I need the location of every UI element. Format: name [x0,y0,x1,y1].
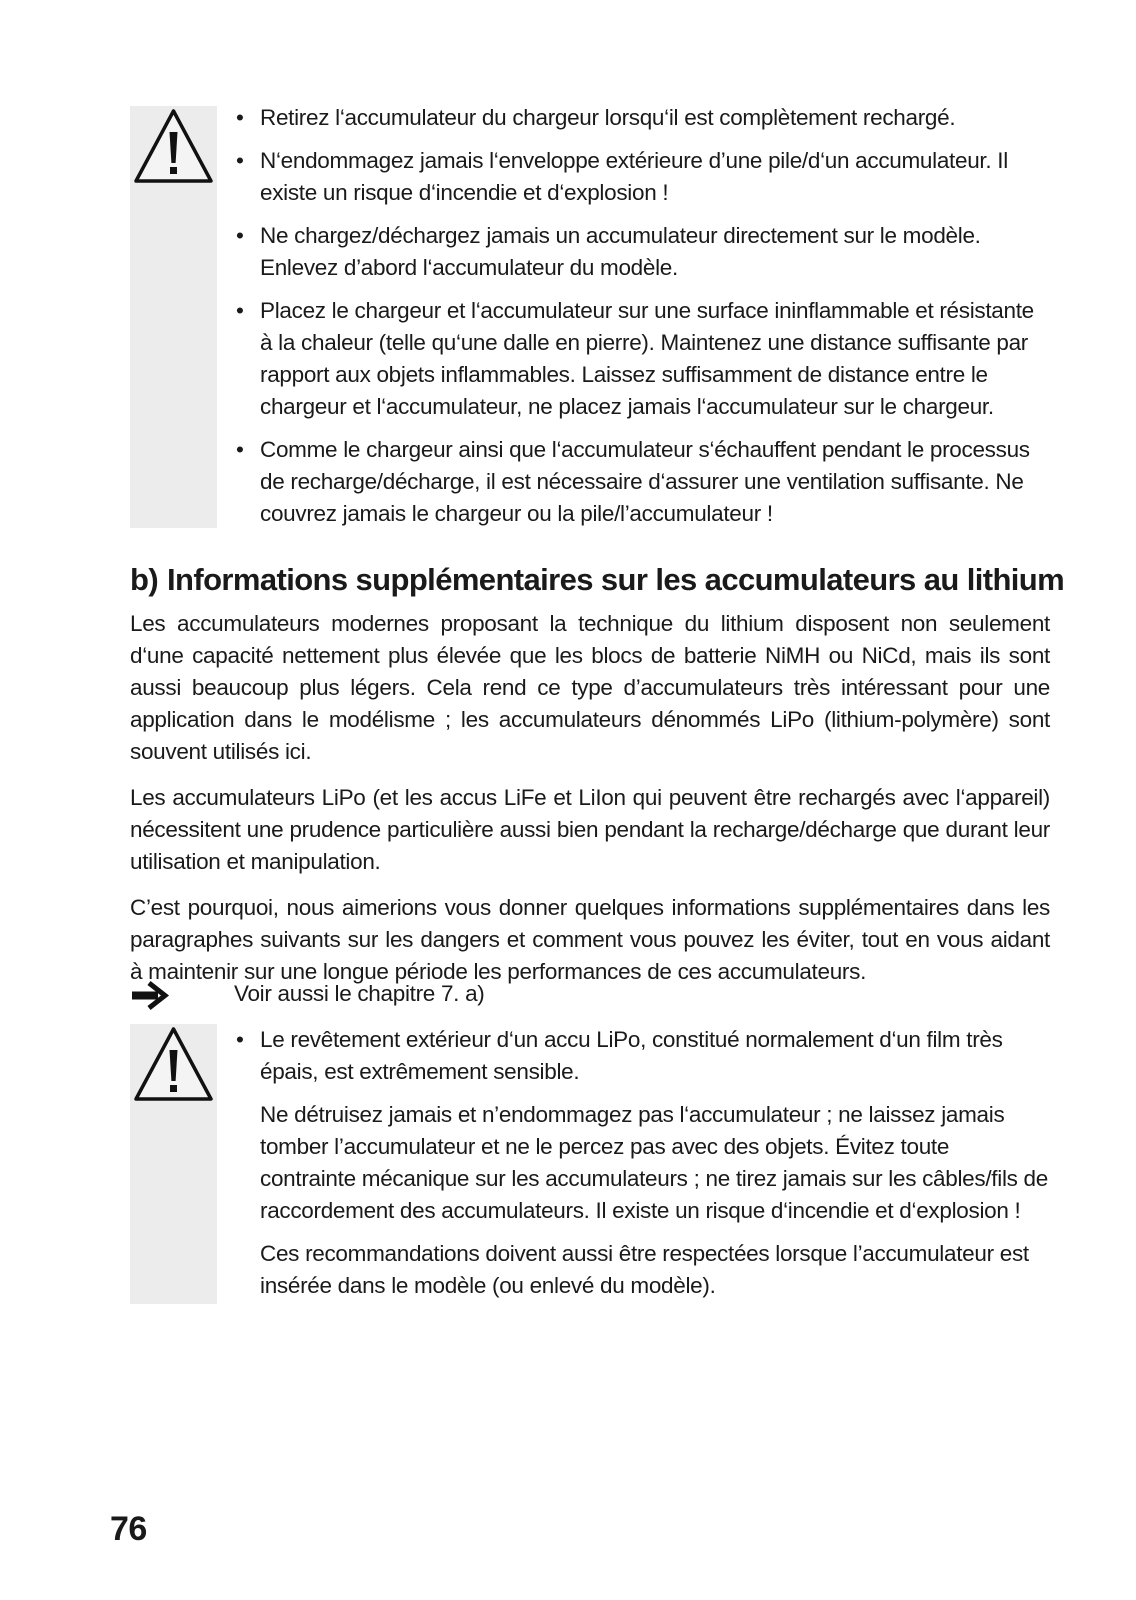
paragraph: Les accumulateurs modernes proposant la technique du lithium disposent non seulement d‘une capacité nettement plus élevée que les blocs de batterie NiMH ou NiCd, mais ils sont aussi beaucoup plus légers. Cela rend ce type d’accumulateurs très intéressant pour une application dans le modélisme ; les accumulateurs dénommés LiPo (lithium-polymère) sont souvent utilisés ici. [130,611,1050,764]
section-body [130,608,1050,1002]
list-item [236,102,1048,134]
list-item-text: Le revêtement extérieur d‘un accu LiPo, constitué normalement d‘un film très épais, est extrêmement sensible. [260,1027,1003,1084]
section-title: Informations supplémentaires sur les accumulateurs au lithium [167,562,1065,597]
warning-triangle-icon [132,106,215,186]
bullet: • [236,1027,244,1052]
note-text: Voir aussi le chapitre 7. a) [234,981,485,1006]
warning-triangle-icon [132,1024,215,1104]
section-letter: b) [130,562,159,597]
bullet: • [236,437,244,462]
list-item [236,220,1048,284]
list-item-text: Comme le chargeur ainsi que l‘accumulateur s‘échauffent pendant le processus de recharge/décharge, il est nécessaire d‘assurer une ventilation suffisante. Ne couvrez jamais le chargeur ou la pile/l’accumulateur ! [260,437,1030,526]
list-item [236,434,1048,530]
bullet: • [236,298,244,323]
section-heading [130,561,1065,599]
list-item-text: Ne chargez/déchargez jamais un accumulateur directement sur le modèle. Enlevez d’abord l‘accumulateur du modèle. [260,223,981,280]
bullet: • [236,148,244,173]
warning-content-2 [236,1024,1048,1313]
paragraph: Ces recommandations doivent aussi être respectées lorsque l’accumulateur est insérée dans le modèle (ou enlevé du modèle). [260,1241,1029,1298]
paragraph: Ne détruisez jamais et n’endommagez pas l‘accumulateur ; ne laissez jamais tomber l’accumulateur et ne le percez pas avec des objets. Évitez toute contrainte mécanique sur les accumulateurs ; ne tirez jamais sur les câbles/fils de raccordement des accumulateurs. Il existe un risque d‘incendie et d‘explosion ! [260,1102,1048,1223]
page-number: 76 [110,1510,147,1548]
arrow-right-icon [130,980,172,1012]
list-item-text: Placez le chargeur et l‘accumulateur sur une surface ininflammable et résistante à la chaleur (telle qu‘une dalle en pierre). Maintenez une distance suffisante par rapport aux objets inflammables. Laissez suffisamment de distance entre le chargeur et l‘accumulateur, ne placez jamais l‘accumulateur sur le chargeur. [260,298,1034,419]
warning-content-1 [236,102,1048,541]
list-item-text: Retirez l‘accumulateur du chargeur lorsqu‘il est complètement rechargé. [260,105,956,130]
bullet: • [236,105,244,130]
list-item [236,1024,1048,1088]
bullet: • [236,223,244,248]
list-item-text: N‘endommagez jamais l‘enveloppe extérieure d’une pile/d‘un accumulateur. Il existe un risque d‘incendie et d‘explosion ! [260,148,1008,205]
list-item [236,295,1048,423]
list-item [236,145,1048,209]
paragraph: C’est pourquoi, nous aimerions vous donner quelques informations supplémentaires dans les paragraphes suivants sur les dangers et comment vous pouvez les éviter, tout en vous aidant à maintenir sur une longue période les performances de ces accumulateurs. [130,895,1050,984]
paragraph: Les accumulateurs LiPo (et les accus LiFe et LiIon qui peuvent être rechargés avec l‘appareil) nécessitent une prudence particulière aussi bien pendant la recharge/décharge que durant leur utilisation et manipulation. [130,785,1050,874]
note-row [130,978,1050,1018]
